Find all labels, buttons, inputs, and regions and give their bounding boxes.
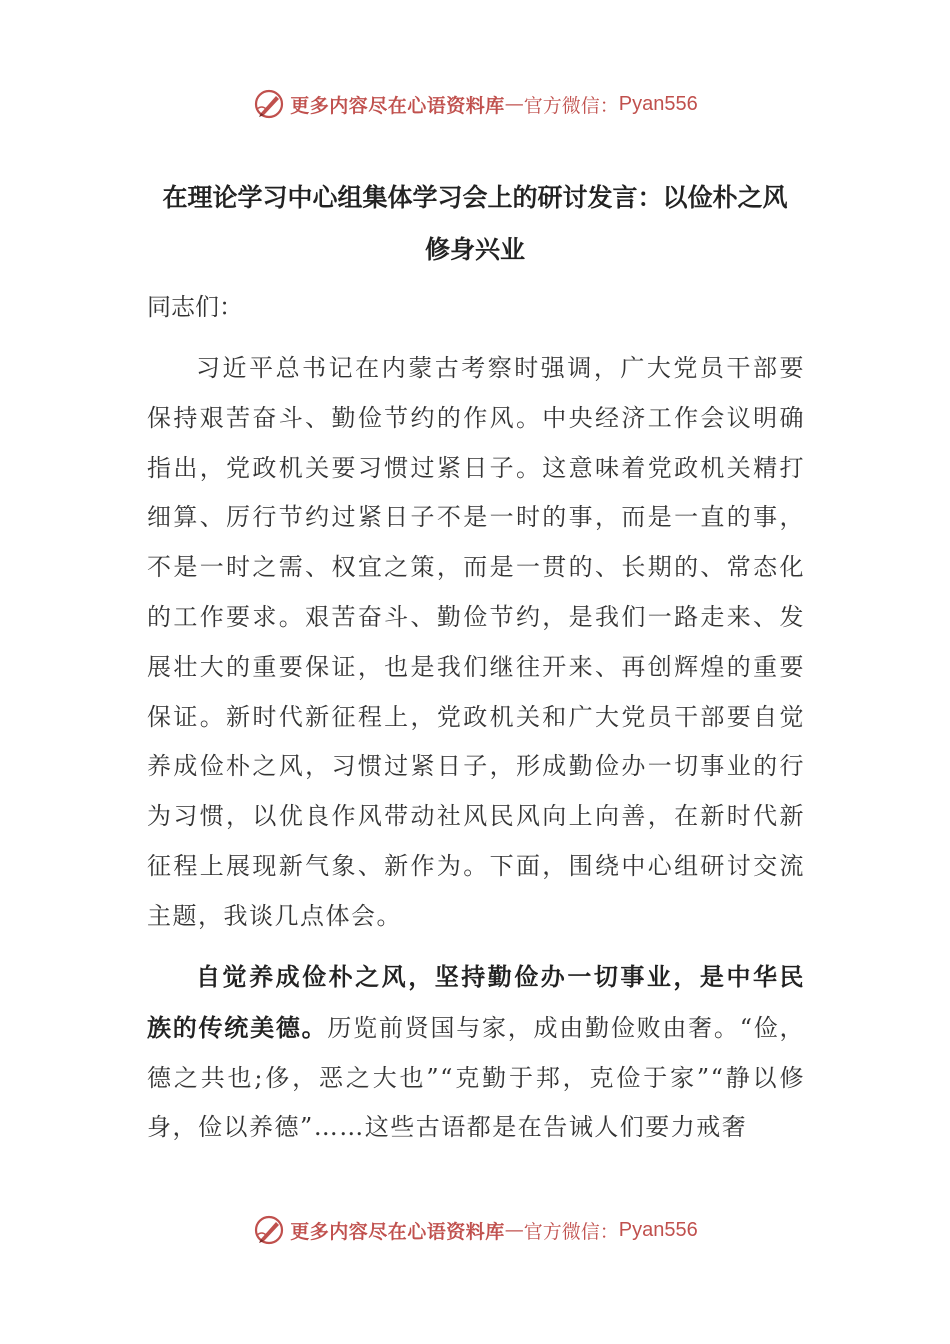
paragraph-1-text: 习近平总书记在内蒙古考察时强调，广大党员干部要保持艰苦奋斗、勤俭节约的作风。中央经济工作会议明确指出，党政机关要习惯过紧日子。这意味着党政机关精打细算、厉行节约过紧日子不是一时的事，而是一直的事，不是一时之需、权宜之策，而是一贯的、长期的、常态化的工作要求。艰苦奋斗、勤俭节约，是我们一路走来、发展壮大的重要保证，也是我们继往开来、再创辉煌的重要保证。新时代新征程上，党政机关和广大党员干部要自觉养成俭朴之风，习惯过紧日子，形成勤俭办一切事业的行为习惯，以优良作风带动社风民风向上向善，在新时代新征程上展现新气象、新作为。下面，围绕中心组研讨交流主题，我谈几点体会。 <box>147 354 805 930</box>
title-line-1: 在理论学习中心组集体学习会上的研讨发言：以俭朴之风 <box>162 183 788 212</box>
watermark-main-text: 更多内容尽在心语资料库 <box>290 1220 505 1243</box>
pen-logo-icon <box>252 1213 286 1247</box>
salutation: 同志们： <box>147 293 243 321</box>
title-line-2: 修身兴业 <box>424 235 525 264</box>
body-paragraph-1 <box>147 344 805 942</box>
watermark-main-text: 更多内容尽在心语资料库 <box>290 94 505 117</box>
watermark-label: 官方微信： <box>523 1220 619 1243</box>
document-title <box>140 172 810 276</box>
watermark-label: 官方微信： <box>523 94 619 117</box>
watermark-wechat-id: Pyan556 <box>618 1218 698 1241</box>
watermark-separator: — <box>504 1219 524 1241</box>
pen-logo-icon <box>252 87 286 121</box>
watermark-wechat-id: Pyan556 <box>618 92 698 115</box>
body-paragraph-2 <box>147 952 805 1153</box>
paragraph-2-text: 历览前贤国与家，成由勤俭败由奢。“俭，德之共也;侈，恶之大也”“克勤于邦，克俭于家”“静以修身，俭以养德”……这些古语都是在告诫人们要力戒奢 <box>147 1013 805 1142</box>
watermark-banner-bottom <box>0 1210 950 1250</box>
watermark-separator: — <box>504 93 524 115</box>
watermark-banner-top <box>0 84 950 124</box>
paragraph-2-bold-lead: 自觉养成俭朴之风，坚持勤俭办一切事业，是中华民族的传统美德。 <box>147 962 805 1042</box>
